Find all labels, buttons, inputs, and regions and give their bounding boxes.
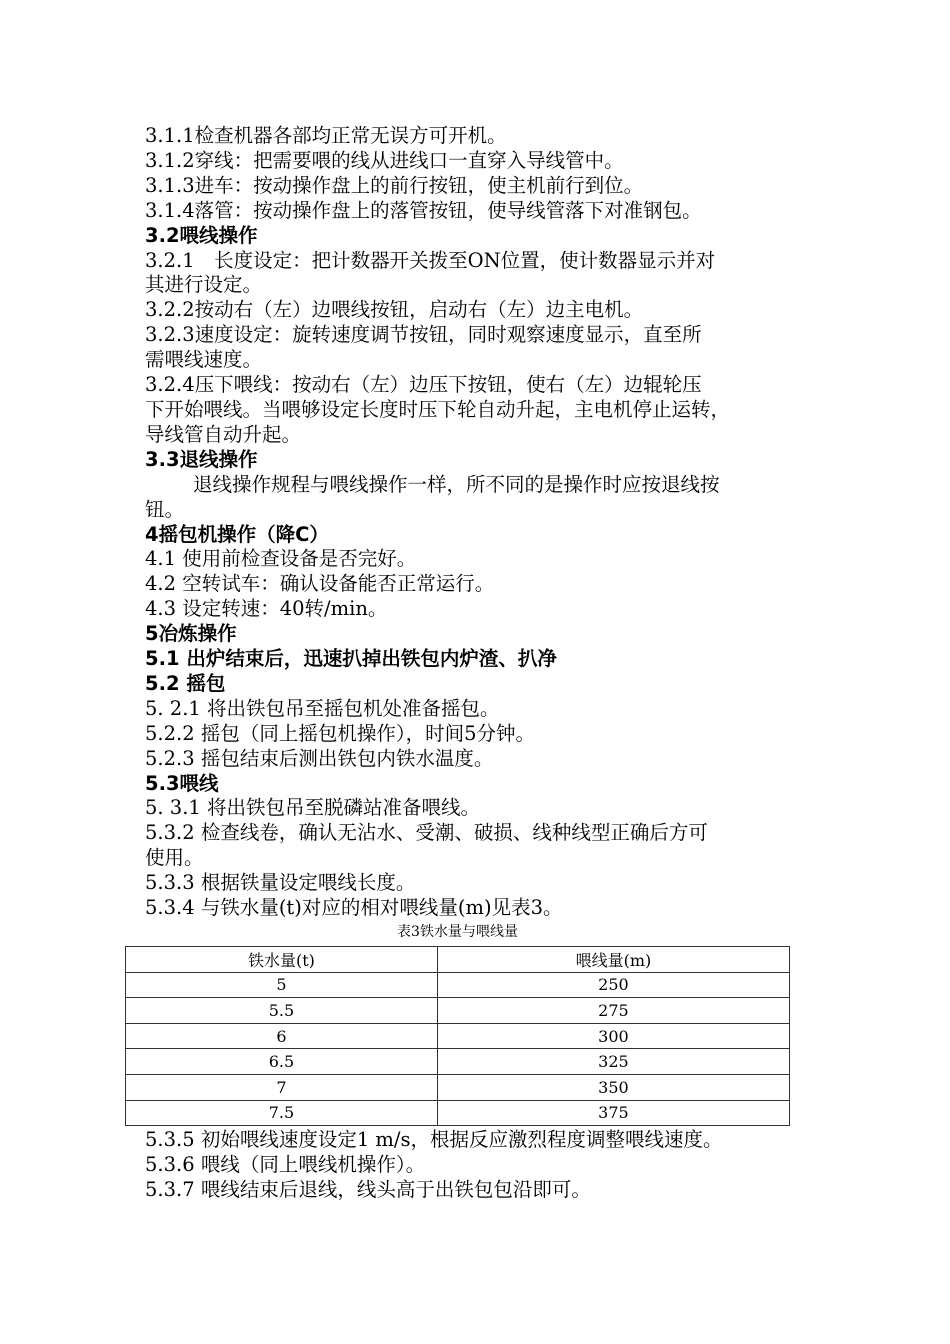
text-line: 3.2.1 长度设定：把计数器开关拨至ON位置，使计数器显示并对	[145, 248, 716, 272]
text-line: 5.2.2 摇包（同上摇包机操作），时间5分钟。	[145, 721, 535, 745]
text-line: 3.1.3进车：按动操作盘上的前行按钮，使主机前行到位。	[145, 173, 644, 197]
text-line: 3.1.4落管：按动操作盘上的落管按钮，使导线管落下对准钢包。	[145, 198, 702, 222]
section-heading: 5.1 出炉结束后，迅速扒掉出铁包内炉渣、扒净	[145, 647, 557, 671]
table-row	[126, 972, 790, 998]
table-cell: 300	[437, 1023, 789, 1049]
text-line: 5.3.4 与铁水量(t)对应的相对喂线量(m)见表3。	[145, 896, 563, 920]
table-cell: 375	[437, 1100, 789, 1126]
text-line: 其进行设定。	[145, 273, 263, 297]
table-row	[126, 998, 790, 1024]
table-row	[126, 1074, 790, 1100]
table-cell: 7	[126, 1074, 438, 1100]
table-cell: 5	[126, 972, 438, 998]
table-cell: 350	[437, 1074, 789, 1100]
text-line: 需喂线速度。	[145, 348, 263, 372]
section-heading: 4摇包机操作（降C）	[145, 522, 329, 546]
table-cell: 250	[437, 972, 789, 998]
table-cell: 6	[126, 1023, 438, 1049]
table-row	[126, 1049, 790, 1075]
section-heading: 5.3喂线	[145, 771, 219, 795]
table-row	[126, 1100, 790, 1126]
table-header-cell: 铁水量(t)	[126, 947, 438, 973]
section-heading: 3.3退线操作	[145, 447, 258, 471]
text-line: 下开始喂线。当喂够设定长度时压下轮自动升起，主电机停止运转，	[145, 397, 731, 421]
table-header-cell: 喂线量(m)	[437, 947, 789, 973]
table-row	[126, 1023, 790, 1049]
text-line: 使用。	[145, 846, 204, 870]
text-line: 3.1.2穿线：把需要喂的线从进线口一直穿入导线管中。	[145, 148, 624, 172]
data-table	[125, 946, 790, 1126]
table-body	[126, 972, 790, 1126]
table-cell: 275	[437, 998, 789, 1024]
text-line: 3.2.3速度设定：旋转速度调节按钮，同时观察速度显示，直至所	[145, 323, 702, 347]
section-heading: 5.2 摇包	[145, 671, 226, 695]
table-caption: 表3铁水量与喂线量	[397, 924, 518, 940]
text-line: 3.2.4压下喂线：按动右（左）边压下按钮，使右（左）边辊轮压	[145, 373, 702, 397]
text-line: 4.2 空转试车：确认设备能否正常运行。	[145, 572, 495, 596]
text-line: 5.2.3 摇包结束后测出铁包内铁水温度。	[145, 746, 494, 770]
section-heading: 5冶炼操作	[145, 622, 237, 646]
text-line: 3.2.2按动右（左）边喂线按钮，启动右（左）边主电机。	[145, 298, 644, 322]
text-line: 5.3.7 喂线结束后退线，线头高于出铁包包沿即可。	[145, 1177, 591, 1201]
text-line: 5.3.5 初始喂线速度设定1 m/s，根据反应激烈程度调整喂线速度。	[145, 1128, 723, 1151]
section-heading: 3.2喂线操作	[145, 223, 258, 247]
text-line: 退线操作规程与喂线操作一样，所不同的是操作时应按退线按	[193, 472, 720, 496]
table-cell: 5.5	[126, 998, 438, 1024]
document-body	[145, 124, 815, 921]
table-cell: 6.5	[126, 1049, 438, 1075]
document-body-continued	[145, 1128, 815, 1203]
text-line: 5.3.2 检查线卷，确认无沾水、受潮、破损、线种线型正确后方可	[145, 821, 708, 845]
text-line: 4.1 使用前检查设备是否完好。	[145, 547, 417, 571]
text-line: 5.3.6 喂线（同上喂线机操作）。	[145, 1152, 426, 1176]
text-line: 5. 3.1 将出铁包吊至脱磷站准备喂线。	[145, 796, 481, 820]
text-line: 4.3 设定转速：40转/min。	[145, 597, 388, 621]
table-cell: 7.5	[126, 1100, 438, 1126]
table-cell: 325	[437, 1049, 789, 1075]
text-line: 钮。	[145, 497, 185, 521]
text-line: 5. 2.1 将出铁包吊至摇包机处准备摇包。	[145, 696, 500, 720]
table-header-row	[126, 947, 790, 973]
text-line: 3.1.1检查机器各部均正常无误方可开机。	[145, 124, 507, 147]
text-line: 5.3.3 根据铁量设定喂线长度。	[145, 871, 416, 895]
text-line: 导线管自动升起。	[145, 422, 302, 446]
